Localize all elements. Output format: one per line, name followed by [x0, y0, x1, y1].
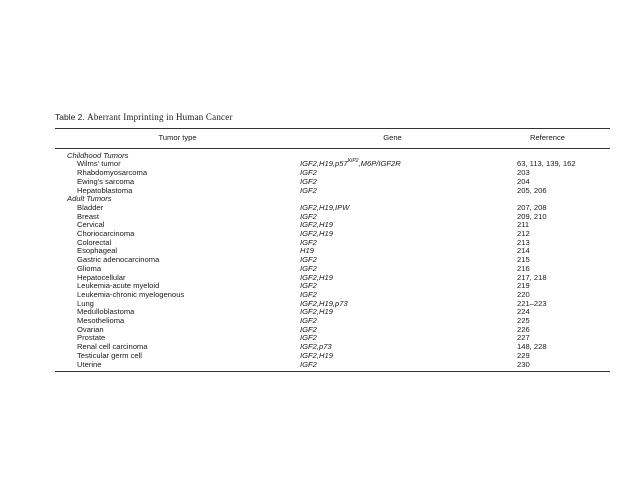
reference-cell: 219 [517, 281, 530, 291]
tumor-cell: Gastric adenocarcinoma [77, 255, 160, 265]
reference-cell: 213 [517, 237, 530, 247]
header-tumor-type: Tumor type [55, 129, 300, 149]
tumor-cell: Cervical [77, 220, 105, 230]
gene-superscript: KIP2 [347, 158, 359, 165]
reference-cell: 207, 208 [517, 202, 547, 212]
reference-cell: 204 [517, 176, 530, 186]
header-reference: Reference [485, 129, 610, 149]
gene-cell [300, 326, 485, 335]
reference-cell: 209, 210 [517, 211, 547, 221]
tumor-cell: Lung [77, 298, 94, 308]
reference-cell: 225 [517, 316, 530, 326]
reference-cell: 215 [517, 255, 530, 265]
reference-cell: 205, 206 [517, 185, 547, 195]
reference-cell: 221–223 [517, 298, 547, 308]
gene-text: IGF2 [300, 333, 317, 343]
tumor-cell: Prostate [77, 333, 106, 343]
reference-cell: 230 [485, 361, 610, 372]
table-label: Table 2. [55, 112, 85, 122]
gene-text: H19 [300, 246, 314, 256]
tumor-cell: Hepatocellular [77, 272, 126, 282]
tumor-cell: Uterine [55, 361, 300, 372]
gene-cell [300, 361, 485, 372]
gene-cell [300, 178, 485, 187]
gene-text: IGF2 [300, 281, 317, 291]
gene-cell [300, 204, 485, 213]
table-body [55, 148, 610, 372]
gene-cell [300, 169, 485, 178]
gene-text: IGF2,H19 [300, 220, 333, 230]
gene-text: IGF2 [300, 324, 317, 334]
gene-cell [300, 247, 485, 256]
table-row [55, 187, 610, 196]
gene-text: IGF2 [300, 168, 317, 178]
table-caption [55, 112, 610, 122]
gene-text: IGF2 [300, 289, 317, 299]
gene-cell [300, 317, 485, 326]
tumor-cell: Leukemia-acute myeloid [77, 281, 160, 291]
reference-cell: 226 [517, 324, 530, 334]
tumor-cell: Breast [77, 211, 99, 221]
gene-text-tail: ,M6P/IGF2R [358, 159, 401, 169]
tumor-cell: Glioma [77, 263, 102, 273]
tumor-cell: Bladder [77, 202, 104, 212]
reference-cell: 229 [517, 350, 530, 360]
gene-text: IGF2,H19,p57 [300, 159, 348, 169]
reference-cell: 217, 218 [517, 272, 547, 282]
gene-text: IGF2,H19 [300, 272, 333, 282]
tumor-cell: Medulloblastoma [77, 307, 135, 317]
document-table-block [55, 112, 610, 372]
group-label: Childhood Tumors [67, 150, 129, 160]
gene-cell [300, 352, 485, 361]
table-row [55, 361, 610, 372]
tumor-cell: Ovarian [77, 324, 104, 334]
gene-text: IGF2 [300, 255, 317, 265]
table-header-row [55, 129, 610, 149]
reference-cell: 227 [517, 333, 530, 343]
gene-cell [300, 282, 485, 291]
gene-text: IGF2,H19 [300, 229, 333, 239]
tumor-cell: Mesothelioma [77, 316, 125, 326]
imprinting-table [55, 128, 610, 372]
gene-cell [300, 187, 485, 196]
reference-cell: 216 [517, 263, 530, 273]
tumor-cell: Choriocarcinoma [77, 229, 135, 239]
reference-cell: 63, 113, 139, 162 [517, 159, 576, 169]
gene-text: IGF2,H19,IPW [300, 202, 350, 212]
gene-text: IGF2 [300, 185, 317, 195]
tumor-cell: Leukemia-chronic myelogenous [77, 289, 185, 299]
header-gene: Gene [300, 129, 485, 149]
gene-cell [300, 308, 485, 317]
gene-text: IGF2,p73 [300, 342, 332, 352]
reference-cell: 211 [517, 220, 530, 230]
gene-cell [300, 274, 485, 283]
reference-cell: 212 [517, 229, 530, 239]
group-label: Adult Tumors [67, 194, 112, 204]
gene-text: IGF2 [300, 237, 317, 247]
reference-cell: 224 [517, 307, 530, 317]
gene-cell [300, 160, 485, 169]
gene-text: IGF2 [300, 263, 317, 273]
tumor-cell: Hepatoblastoma [77, 185, 133, 195]
table-title: Aberrant Imprinting in Human Cancer [87, 112, 233, 122]
tumor-cell: Ewing's sarcoma [77, 176, 135, 186]
gene-text: IGF2,H19,p73 [300, 298, 348, 308]
reference-cell: 203 [517, 168, 530, 178]
gene-cell [300, 230, 485, 239]
tumor-cell: Wilms' tumor [77, 159, 121, 169]
tumor-cell: Colorectal [77, 237, 112, 247]
gene-text: IGF2,H19 [300, 350, 333, 360]
gene-text: IGF2,H19 [300, 307, 333, 317]
gene-cell [300, 239, 485, 248]
gene-text: IGF2 [300, 359, 317, 369]
tumor-cell: Esophageal [77, 246, 118, 256]
gene-text: IGF2 [300, 211, 317, 221]
reference-cell: 148, 228 [517, 342, 547, 352]
gene-cell [300, 256, 485, 265]
reference-cell: 214 [517, 246, 530, 256]
gene-text: IGF2 [300, 176, 317, 186]
tumor-cell: Rhabdomyosarcoma [77, 168, 148, 178]
gene-text: IGF2 [300, 316, 317, 326]
reference-cell: 220 [517, 289, 530, 299]
tumor-cell: Testicular germ cell [77, 350, 142, 360]
tumor-cell: Renal cell carcinoma [77, 342, 148, 352]
